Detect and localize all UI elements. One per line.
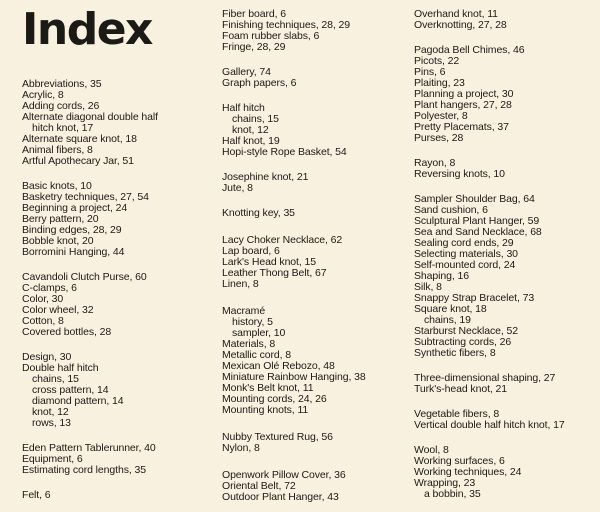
index-entry: Mounting knots, 11: [222, 404, 309, 416]
index-entry: Materials, 8: [222, 338, 276, 350]
index-entry: Cotton, 8: [22, 315, 64, 327]
index-subentry: chains, 15: [32, 373, 79, 385]
index-entry: Openwork Pillow Cover, 36: [222, 469, 346, 481]
index-entry: Jute, 8: [222, 182, 253, 194]
index-entry: Rayon, 8: [414, 157, 456, 169]
index-entry: Sand cushion, 6: [414, 204, 488, 216]
index-entry: Sampler Shoulder Bag, 64: [414, 193, 535, 205]
index-subentry: knot, 12: [232, 124, 269, 136]
index-entry: Leather Thong Belt, 67: [222, 267, 327, 279]
index-entry: Reversing knots, 10: [414, 168, 505, 180]
index-entry: Alternate diagonal double half: [22, 111, 158, 123]
index-entry: Mounting cords, 24, 26: [222, 393, 327, 405]
index-entry: Fringe, 28, 29: [222, 41, 286, 53]
index-subentry: history, 5: [232, 316, 273, 328]
index-entry: Sea and Sand Necklace, 68: [414, 226, 542, 238]
index-entry: Lap board, 6: [222, 245, 280, 257]
index-entry: Lark's Head knot, 15: [222, 256, 316, 268]
index-subentry: rows, 13: [32, 417, 71, 429]
index-entry: Three-dimensional shaping, 27: [414, 372, 556, 384]
index-entry: Overknotting, 27, 28: [414, 19, 507, 31]
index-entry: Plaiting, 23: [414, 77, 465, 89]
index-entry: Lacy Choker Necklace, 62: [222, 234, 343, 246]
index-entry: Nylon, 8: [222, 442, 260, 454]
index-entry: Outdoor Plant Hanger, 43: [222, 491, 339, 503]
index-subentry: knot, 12: [32, 406, 69, 418]
index-entry: Design, 30: [22, 351, 72, 363]
index-entry: Pagoda Bell Chimes, 46: [414, 44, 525, 56]
index-entry: Fiber board, 6: [222, 8, 286, 20]
index-entry: Foam rubber slabs, 6: [222, 30, 320, 42]
index-entry: Selecting materials, 30: [414, 248, 518, 260]
index-entry: Working surfaces, 6: [414, 455, 505, 467]
index-entry: Silk, 8: [414, 281, 442, 293]
index-entry: Wrapping, 23: [414, 477, 476, 489]
index-entry: Wool, 8: [414, 444, 449, 456]
index-entry: Acrylic, 8: [22, 89, 64, 101]
index-entry: Josephine knot, 21: [222, 171, 309, 183]
index-entry: Half knot, 19: [222, 135, 280, 147]
index-entry: Felt, 6: [22, 489, 51, 501]
index-subentry: sampler, 10: [232, 327, 286, 339]
index-entry: Finishing techniques, 28, 29: [222, 19, 350, 31]
index-entry: Borromini Hanging, 44: [22, 246, 125, 258]
index-entry: Bobble knot, 20: [22, 235, 94, 247]
index-entry: Plant hangers, 27, 28: [414, 99, 512, 111]
index-entry: Macramé: [222, 305, 266, 317]
index-entry: Pins, 6: [414, 66, 446, 78]
index-entry: Oriental Belt, 72: [222, 480, 296, 492]
index-entry: Polyester, 8: [414, 110, 468, 122]
index-entry: Overhand knot, 11: [414, 8, 498, 20]
index-entry: Cavandoli Clutch Purse, 60: [22, 271, 147, 283]
index-subentry: diamond pattern, 14: [32, 395, 124, 407]
index-entry: Animal fibers, 8: [22, 144, 93, 156]
index-entry: Snappy Strap Bracelet, 73: [414, 292, 535, 304]
index-entry: Mexican Olé Rebozo, 48: [222, 360, 335, 372]
index-entry: Working techniques, 24: [414, 466, 522, 478]
index-subentry: hitch knot, 17: [32, 122, 94, 134]
index-entry: Square knot, 18: [414, 303, 487, 315]
index-entry: Eden Pattern Tablerunner, 40: [22, 442, 156, 454]
index-entry: Subtracting cords, 26: [414, 336, 512, 348]
index-entry: Synthetic fibers, 8: [414, 347, 496, 359]
index-entry: Artful Apothecary Jar, 51: [22, 155, 134, 167]
index-entry: Shaping, 16: [414, 270, 469, 282]
index-entry: Linen, 8: [222, 278, 259, 290]
index-entry: Gallery, 74: [222, 66, 271, 78]
index-entry: Vegetable fibers, 8: [414, 408, 500, 420]
index-subentry: a bobbin, 35: [424, 488, 481, 500]
index-entry: Covered bottles, 28: [22, 326, 112, 338]
index-entry: Knotting key, 35: [222, 207, 295, 219]
index-subentry: chains, 15: [232, 113, 279, 125]
index-entry: C-clamps, 6: [22, 282, 77, 294]
index-entry: Hopi-style Rope Basket, 54: [222, 146, 347, 158]
index-entry: Sculptural Plant Hanger, 59: [414, 215, 540, 227]
index-entry: Equipment, 6: [22, 453, 83, 465]
index-entry: Pretty Placemats, 37: [414, 121, 509, 133]
index-entry: Estimating cord lengths, 35: [22, 464, 146, 476]
index-entry: Double half hitch: [22, 362, 99, 374]
index-entry: Turk's-head knot, 21: [414, 383, 507, 395]
index-entry: Purses, 28: [414, 132, 464, 144]
index-entry: Picots, 22: [414, 55, 460, 67]
index-entry: Graph papers, 6: [222, 77, 297, 89]
page-title: Index: [22, 4, 152, 55]
index-entry: Half hitch: [222, 102, 265, 114]
index-entry: Color wheel, 32: [22, 304, 94, 316]
index-entry: Alternate square knot, 18: [22, 133, 137, 145]
index-entry: Miniature Rainbow Hanging, 38: [222, 371, 366, 383]
index-entry: Monk's Belt knot, 11: [222, 382, 314, 394]
index-entry: Metallic cord, 8: [222, 349, 292, 361]
index-subentry: chains, 19: [424, 314, 471, 326]
index-entry: Berry pattern, 20: [22, 213, 99, 225]
index-subentry: cross pattern, 14: [32, 384, 109, 396]
index-entry: Nubby Textured Rug, 56: [222, 431, 333, 443]
index-entry: Self-mounted cord, 24: [414, 259, 516, 271]
index-entry: Beginning a project, 24: [22, 202, 128, 214]
index-entry: Basic knots, 10: [22, 180, 92, 192]
index-entry: Binding edges, 28, 29: [22, 224, 122, 236]
index-entry: Vertical double half hitch knot, 17: [414, 419, 565, 431]
index-entry: Color, 30: [22, 293, 64, 305]
index-entry: Starburst Necklace, 52: [414, 325, 519, 337]
index-entry: Sealing cord ends, 29: [414, 237, 514, 249]
index-entry: Adding cords, 26: [22, 100, 100, 112]
index-entry: Basketry techniques, 27, 54: [22, 191, 149, 203]
index-entry: Abbreviations, 35: [22, 78, 102, 90]
index-entry: Planning a project, 30: [414, 88, 514, 100]
